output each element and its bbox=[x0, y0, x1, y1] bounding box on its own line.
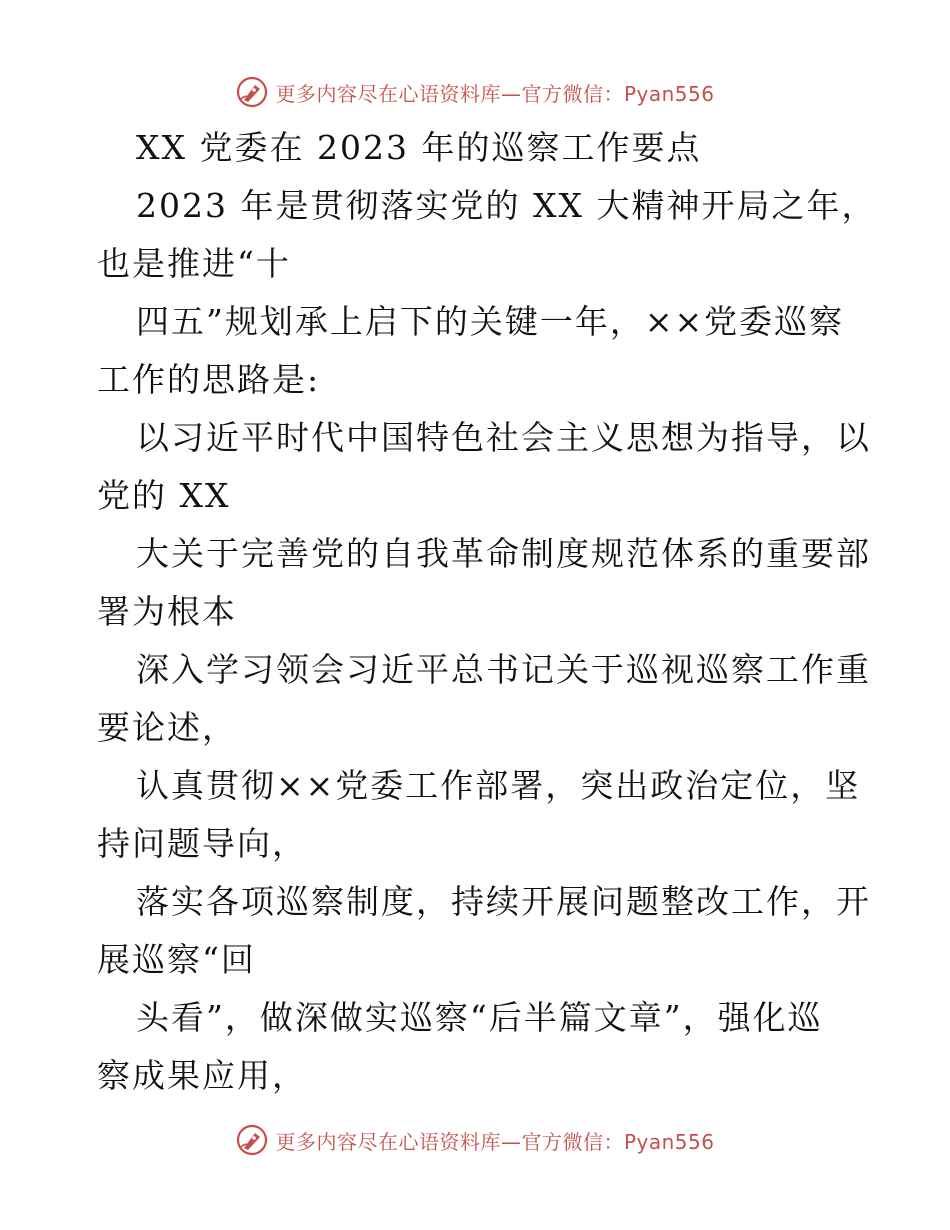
paragraph-line: 深入学习领会习近平总书记关于巡视巡察工作重 bbox=[136, 650, 871, 689]
paragraph-line: 大关于完善党的自我革命制度规范体系的重要部 bbox=[136, 534, 871, 573]
paragraph-line: 落实各项巡察制度，持续开展问题整改工作，开 bbox=[136, 882, 871, 921]
pen-nib-logo-icon bbox=[235, 1123, 269, 1157]
paragraph-line: 以习近平时代中国特色社会主义思想为指导，以 bbox=[136, 418, 871, 457]
paragraph-line: 四五”规划承上启下的关键一年，××党委巡察 bbox=[136, 302, 845, 341]
paragraph-line: 党的 XX bbox=[97, 476, 231, 515]
watermark-text: 更多内容尽在心语资料库—官方微信：Pyan556 bbox=[275, 81, 715, 106]
paragraph-line: 也是推进“十 bbox=[97, 244, 291, 283]
watermark-header bbox=[0, 72, 950, 112]
paragraph-line: 署为根本 bbox=[97, 592, 237, 631]
paragraph-line: 头看”，做深做实巡察“后半篇文章”，强化巡 bbox=[136, 998, 823, 1037]
paragraph-line: 察成果应用， bbox=[97, 1056, 307, 1095]
paragraph-line: 展巡察“回 bbox=[97, 940, 256, 979]
paragraph-line: 认真贯彻××党委工作部署，突出政治定位，坚 bbox=[136, 766, 861, 805]
paragraph-line: 要论述， bbox=[97, 708, 237, 747]
paragraph-line: 工作的思路是: bbox=[97, 360, 321, 399]
document-title: XX 党委在 2023 年的巡察工作要点 bbox=[136, 128, 702, 167]
paragraph-line: 持问题导向， bbox=[97, 824, 307, 863]
pen-nib-logo-icon bbox=[235, 75, 269, 109]
paragraph-line: 2023 年是贯彻落实党的 XX 大精神开局之年， bbox=[136, 186, 877, 225]
watermark-text: 更多内容尽在心语资料库—官方微信：Pyan556 bbox=[275, 1129, 715, 1154]
watermark-footer bbox=[0, 1120, 950, 1160]
